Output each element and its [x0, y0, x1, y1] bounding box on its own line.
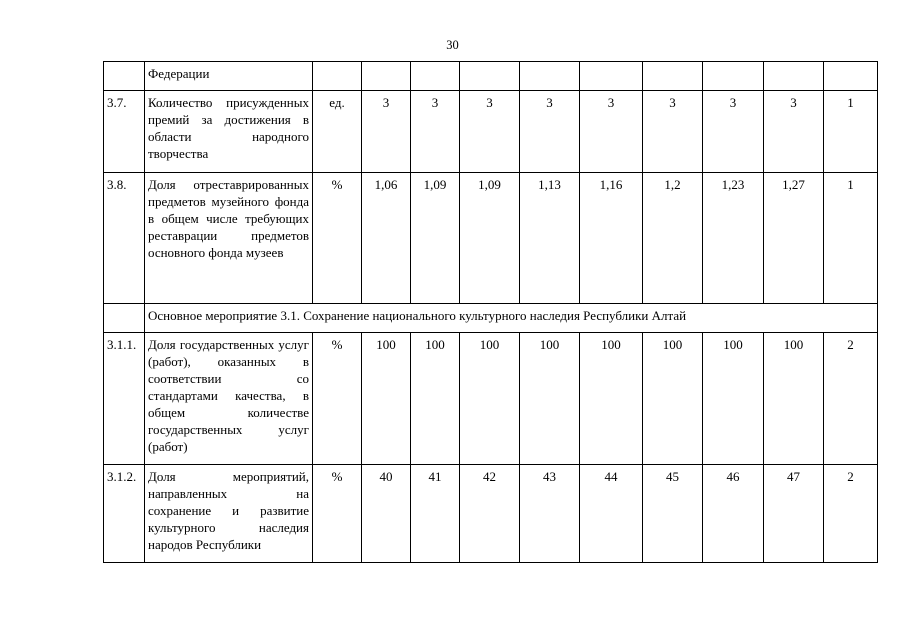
value-cell: 1,2: [643, 173, 703, 304]
indicator-name: Доля отреставрированных предметов музейного фонда в общем числе требующих реставрации предметов основного фонда музеев: [145, 173, 313, 304]
section-heading: Основное мероприятие 3.1. Сохранение национального культурного наследия Республики Алтай: [145, 304, 878, 333]
value-cell: 42: [460, 465, 520, 563]
value-cell: 3: [580, 91, 643, 173]
value-cell: [411, 62, 460, 91]
row-number: 3.8.: [104, 173, 145, 304]
value-cell: 44: [580, 465, 643, 563]
value-cell: 1,27: [764, 173, 824, 304]
indicator-name: Доля государственных услуг (работ), оказанных в соответствии со стандартами качества, в общем количестве государственных услуг (работ): [145, 333, 313, 465]
value-cell: 1,16: [580, 173, 643, 304]
value-cell: [580, 62, 643, 91]
value-cell: 40: [362, 465, 411, 563]
value-cell: 100: [703, 333, 764, 465]
row-number: 3.7.: [104, 91, 145, 173]
value-cell: 1,23: [703, 173, 764, 304]
unit-cell: [313, 62, 362, 91]
value-cell: 45: [643, 465, 703, 563]
value-cell: 100: [580, 333, 643, 465]
indicator-name: Доля мероприятий, направленных на сохранение и развитие культурного наследия народов Республики: [145, 465, 313, 563]
indicator-name: Количество присужденных премий за достижения в области народного творчества: [145, 91, 313, 173]
value-cell: 43: [520, 465, 580, 563]
table-row: [104, 91, 878, 173]
value-cell: [520, 62, 580, 91]
value-cell: 1,06: [362, 173, 411, 304]
value-cell: 3: [362, 91, 411, 173]
value-cell: [703, 62, 764, 91]
value-cell: [824, 62, 878, 91]
value-cell: 1,13: [520, 173, 580, 304]
unit-cell: %: [313, 173, 362, 304]
value-cell: 3: [411, 91, 460, 173]
row-number: [104, 62, 145, 91]
row-number: 3.1.2.: [104, 465, 145, 563]
value-cell: [362, 62, 411, 91]
table-row: [104, 173, 878, 304]
indicator-name: Федерации: [145, 62, 313, 91]
value-cell: 46: [703, 465, 764, 563]
page-number: 30: [446, 38, 459, 52]
unit-cell: ед.: [313, 91, 362, 173]
value-cell: 100: [643, 333, 703, 465]
value-cell: 47: [764, 465, 824, 563]
table-row: [104, 62, 878, 91]
value-cell: 1,09: [460, 173, 520, 304]
value-cell: 2: [824, 465, 878, 563]
indicators-table: [103, 61, 878, 563]
value-cell: 1: [824, 173, 878, 304]
value-cell: 3: [520, 91, 580, 173]
value-cell: 3: [764, 91, 824, 173]
row-number: 3.1.1.: [104, 333, 145, 465]
value-cell: 3: [643, 91, 703, 173]
value-cell: 41: [411, 465, 460, 563]
value-cell: 100: [460, 333, 520, 465]
value-cell: 100: [520, 333, 580, 465]
table-row: [104, 333, 878, 465]
value-cell: [460, 62, 520, 91]
value-cell: [764, 62, 824, 91]
row-number: [104, 304, 145, 333]
table-row: [104, 465, 878, 563]
value-cell: 100: [411, 333, 460, 465]
value-cell: [643, 62, 703, 91]
value-cell: 100: [362, 333, 411, 465]
section-row: [104, 304, 878, 333]
unit-cell: %: [313, 333, 362, 465]
unit-cell: %: [313, 465, 362, 563]
value-cell: 3: [703, 91, 764, 173]
value-cell: 1: [824, 91, 878, 173]
value-cell: 100: [764, 333, 824, 465]
value-cell: 3: [460, 91, 520, 173]
value-cell: 2: [824, 333, 878, 465]
table-body: [104, 62, 878, 563]
value-cell: 1,09: [411, 173, 460, 304]
